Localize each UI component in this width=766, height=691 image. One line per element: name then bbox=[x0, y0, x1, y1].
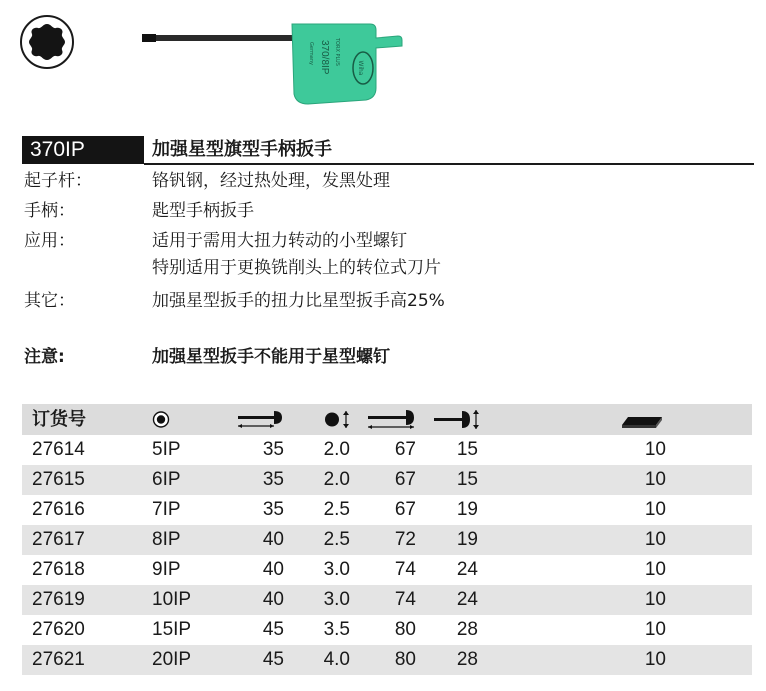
cell-packing: 10 bbox=[644, 589, 666, 610]
cell-order-number: 27620 bbox=[32, 619, 85, 640]
cell-order-number: 27616 bbox=[32, 499, 85, 520]
cell-order-number: 27615 bbox=[32, 469, 85, 490]
wrench-image bbox=[140, 18, 410, 108]
cell-total-length: 67 bbox=[394, 469, 416, 490]
cell-size: 5IP bbox=[152, 439, 181, 460]
cell-blade-length: 35 bbox=[262, 469, 284, 490]
cell-packing: 10 bbox=[644, 439, 666, 460]
spec-label-shaft: 起子杆： bbox=[24, 171, 92, 191]
handle-print-line1: TORX PLUS bbox=[334, 38, 340, 66]
torx-star-icon bbox=[152, 407, 172, 432]
cell-size: 20IP bbox=[152, 649, 192, 670]
cell-packing: 10 bbox=[644, 499, 666, 520]
cell-blade-length: 40 bbox=[262, 589, 284, 610]
table-row bbox=[22, 555, 752, 585]
table-row bbox=[22, 495, 752, 525]
cell-order-number: 27618 bbox=[32, 559, 85, 580]
cell-handle-length: 24 bbox=[456, 589, 478, 610]
cell-packing: 10 bbox=[644, 469, 666, 490]
header-order-number: 订货号 bbox=[32, 409, 86, 430]
table-row bbox=[22, 435, 752, 465]
spec-label-application: 应用： bbox=[24, 231, 75, 251]
table-row bbox=[22, 645, 752, 675]
cell-handle-length: 19 bbox=[456, 529, 478, 550]
cell-order-number: 27614 bbox=[32, 439, 85, 460]
cell-order-number: 27621 bbox=[32, 649, 85, 670]
model-number: 370IP bbox=[22, 136, 144, 164]
cell-size: 9IP bbox=[152, 559, 181, 580]
title-divider bbox=[144, 163, 754, 165]
cell-blade-length: 35 bbox=[262, 499, 284, 520]
cell-tip-diameter: 2.5 bbox=[323, 499, 350, 520]
spec-value-other: 加强星型扳手的扭力比星型扳手高25% bbox=[152, 291, 445, 311]
cell-blade-length: 45 bbox=[262, 649, 284, 670]
cell-blade-length: 40 bbox=[262, 529, 284, 550]
cell-total-length: 67 bbox=[394, 499, 416, 520]
spec-label-handle: 手柄： bbox=[24, 201, 75, 221]
cell-tip-diameter: 2.0 bbox=[323, 439, 350, 460]
cell-total-length: 67 bbox=[394, 439, 416, 460]
table-row bbox=[22, 525, 752, 555]
cell-total-length: 72 bbox=[394, 529, 416, 550]
spec-value-application-2: 特别适用于更换铣削头上的转位式刀片 bbox=[152, 258, 441, 278]
cell-packing: 10 bbox=[644, 619, 666, 640]
cell-order-number: 27619 bbox=[32, 589, 85, 610]
cell-blade-length: 40 bbox=[262, 559, 284, 580]
cell-handle-length: 28 bbox=[456, 649, 478, 670]
cell-tip-diameter: 3.5 bbox=[323, 619, 350, 640]
cell-packing: 10 bbox=[644, 649, 666, 670]
cell-size: 6IP bbox=[152, 469, 181, 490]
cell-size: 15IP bbox=[152, 619, 192, 640]
cell-blade-length: 35 bbox=[262, 439, 284, 460]
tip-diameter-icon bbox=[322, 407, 352, 432]
cell-size: 10IP bbox=[152, 589, 192, 610]
packing-unit-icon bbox=[618, 407, 666, 432]
spec-value-handle: 匙型手柄扳手 bbox=[152, 201, 254, 221]
cell-order-number: 27617 bbox=[32, 529, 85, 550]
cell-total-length: 74 bbox=[394, 589, 416, 610]
cell-tip-diameter: 4.0 bbox=[323, 649, 350, 670]
cell-handle-length: 15 bbox=[456, 439, 478, 460]
cell-tip-diameter: 3.0 bbox=[323, 589, 350, 610]
torx-star-icon bbox=[20, 15, 74, 69]
cell-tip-diameter: 2.0 bbox=[323, 469, 350, 490]
cell-total-length: 80 bbox=[394, 619, 416, 640]
cell-handle-length: 19 bbox=[456, 499, 478, 520]
handle-brand: Wiha bbox=[357, 60, 364, 76]
spec-label-other: 其它： bbox=[24, 291, 75, 311]
cell-size: 8IP bbox=[152, 529, 181, 550]
cell-total-length: 80 bbox=[394, 649, 416, 670]
blade-length-icon bbox=[236, 407, 286, 432]
cell-handle-length: 24 bbox=[456, 559, 478, 580]
cell-total-length: 74 bbox=[394, 559, 416, 580]
cell-packing: 10 bbox=[644, 559, 666, 580]
cell-handle-length: 28 bbox=[456, 619, 478, 640]
table-row bbox=[22, 585, 752, 615]
table-header-row bbox=[22, 404, 752, 435]
product-title: 加强星型旗型手柄扳手 bbox=[152, 139, 332, 160]
note-label: 注意: bbox=[24, 347, 65, 367]
total-length-icon bbox=[366, 407, 418, 432]
cell-blade-length: 45 bbox=[262, 619, 284, 640]
handle-length-icon bbox=[432, 407, 480, 432]
cell-tip-diameter: 2.5 bbox=[323, 529, 350, 550]
note-text: 加强星型扳手不能用于星型螺钉 bbox=[152, 347, 390, 367]
cell-size: 7IP bbox=[152, 499, 181, 520]
cell-handle-length: 15 bbox=[456, 469, 478, 490]
cell-packing: 10 bbox=[644, 529, 666, 550]
table-row bbox=[22, 615, 752, 645]
handle-print-line3: Germany bbox=[308, 42, 314, 65]
article-table bbox=[22, 404, 752, 675]
table-row bbox=[22, 465, 752, 495]
spec-value-application-1: 适用于需用大扭力转动的小型螺钉 bbox=[152, 231, 407, 251]
spec-value-shaft: 铬钒钢，经过热处理，发黑处理 bbox=[152, 171, 390, 191]
handle-print-line2: 370/8IP bbox=[319, 40, 330, 75]
cell-tip-diameter: 3.0 bbox=[323, 559, 350, 580]
